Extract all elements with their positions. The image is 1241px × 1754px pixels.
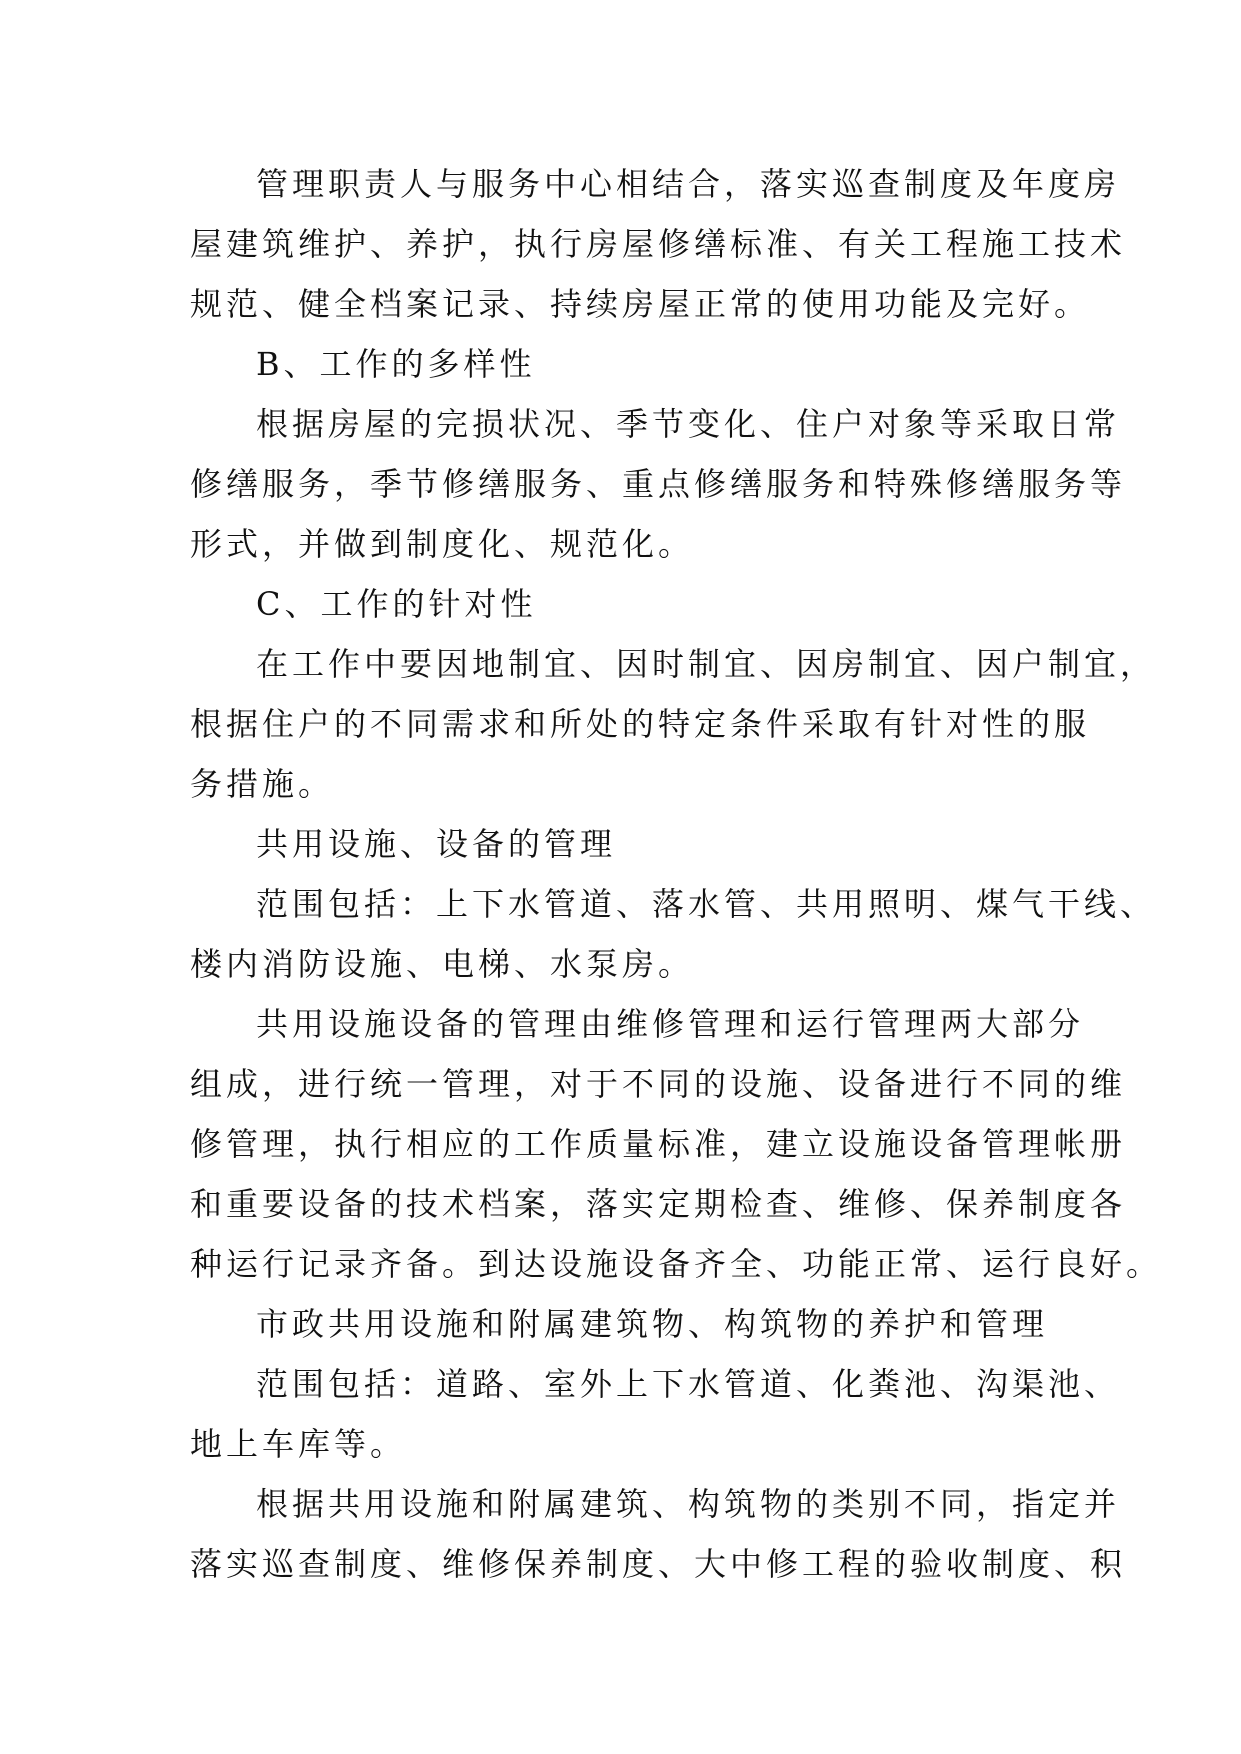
text-line: 修缮服务，季节修缮服务、重点修缮服务和特殊修缮服务等: [190, 465, 1127, 503]
text-line: 种运行记录齐备。到达设施设备齐全、功能正常、运行良好。: [190, 1245, 1163, 1283]
text-line: 屋建筑维护、养护，执行房屋修缮标准、有关工程施工技术: [190, 225, 1127, 263]
section-heading: C、工作的针对性: [256, 585, 537, 623]
section-heading: 市政共用设施和附属建筑物、构筑物的养护和管理: [256, 1305, 1049, 1343]
text-line: 地上车库等。: [190, 1425, 407, 1463]
text-line: 组成，进行统一管理，对于不同的设施、设备进行不同的维: [190, 1065, 1127, 1103]
text-line: 范围包括：道路、室外上下水管道、化粪池、沟渠池、: [256, 1365, 1121, 1403]
text-line: 根据房屋的完损状况、季节变化、住户对象等采取日常: [256, 405, 1121, 443]
text-line: 在工作中要因地制宜、因时制宜、因房制宜、因户制宜，: [256, 645, 1157, 683]
section-heading: 共用设施、设备的管理: [256, 825, 617, 863]
text-line: 修管理，执行相应的工作质量标准，建立设施设备管理帐册: [190, 1125, 1127, 1163]
text-line: 形式，并做到制度化、规范化。: [190, 525, 695, 563]
section-heading: B、工作的多样性: [256, 345, 536, 383]
text-line: 楼内消防设施、电梯、水泵房。: [190, 945, 695, 983]
text-line: 共用设施设备的管理由维修管理和运行管理两大部分: [256, 1005, 1085, 1043]
text-line: 和重要设备的技术档案，落实定期检查、维修、保养制度各: [190, 1185, 1127, 1223]
text-line: 根据共用设施和附属建筑、构筑物的类别不同，指定并: [256, 1485, 1121, 1523]
text-line: 范围包括：上下水管道、落水管、共用照明、煤气干线、: [256, 885, 1157, 923]
text-line: 落实巡查制度、维修保养制度、大中修工程的验收制度、积: [190, 1545, 1127, 1583]
text-line: 管理职责人与服务中心相结合，落实巡查制度及年度房: [256, 165, 1121, 203]
text-line: 根据住户的不同需求和所处的特定条件采取有针对性的服: [190, 705, 1091, 743]
text-line: 务措施。: [190, 765, 335, 803]
text-line: 规范、健全档案记录、持续房屋正常的使用功能及完好。: [190, 285, 1091, 323]
